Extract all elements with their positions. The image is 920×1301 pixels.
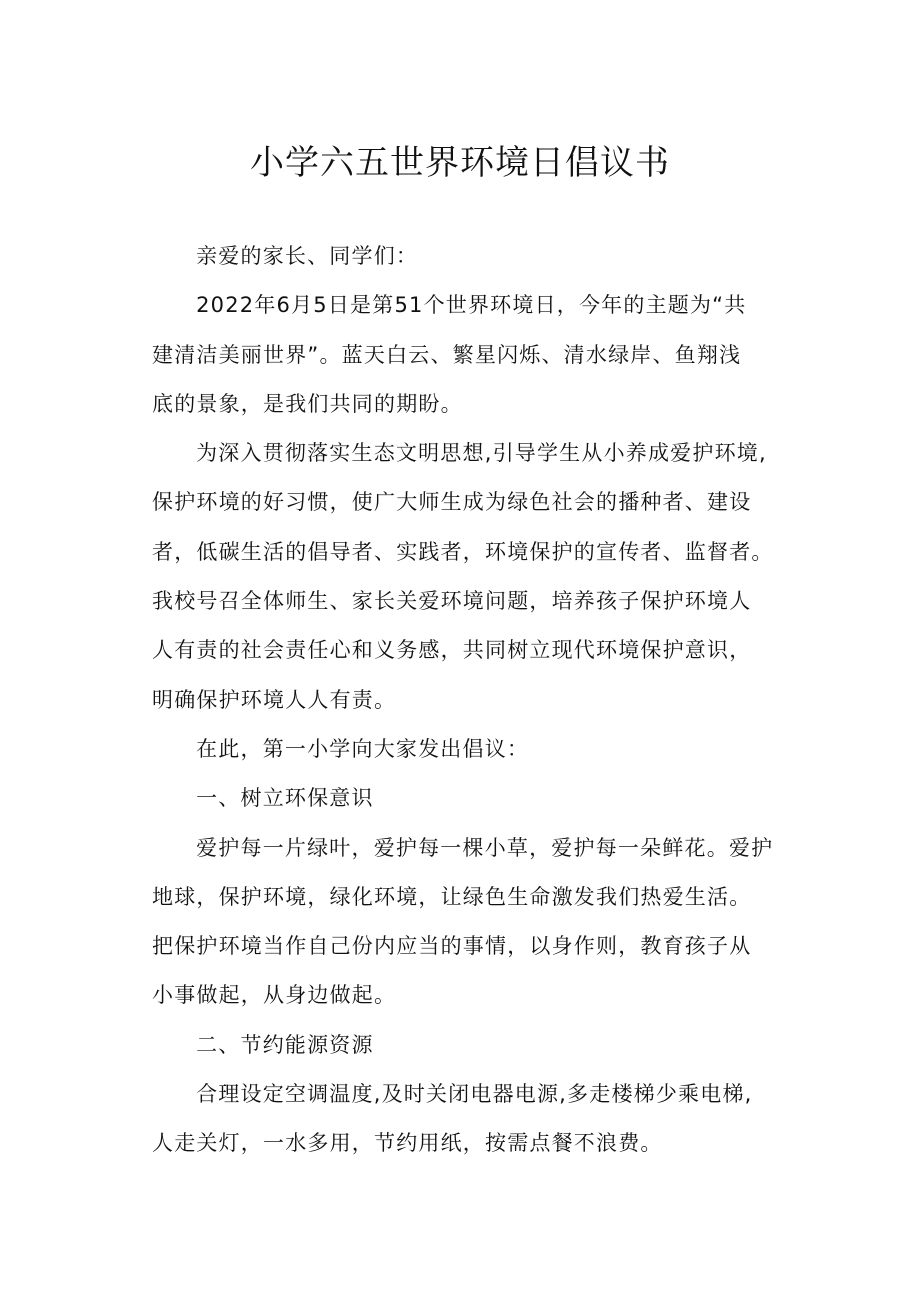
school-call-paragraph: 为深入贯彻落实生态文明思想,引导学生从小养成爱护环境, 保护环境的好习惯，使广大师生成为绿色社会的播种者、建设 者，低碳生活的倡导者、实践者，环境保护的宣传者、监督者。 我校号召全体师生、家长关爱环境问题，培养孩子保护环境人 人有责的社会责任心和义务感，共同树立现代环境保护意识， 明确保护环境人人有责。 bbox=[152, 441, 774, 712]
section-heading-2: 二、节约能源资源 bbox=[196, 1032, 374, 1057]
greeting-paragraph: 亲爱的家长、同学们： bbox=[196, 244, 419, 268]
section-1-paragraph: 爱护每一片绿叶，爱护每一棵小草，爱护每一朵鲜花。爱护 地球，保护环境，绿化环境，让绿色生命激发我们热爱生活。 把保护环境当作自己份内应当的事情，以身作则，教育孩子从 小事做起，从身边做起。 bbox=[152, 835, 774, 1008]
section-heading-1: 一、树立环保意识 bbox=[196, 786, 374, 811]
environment-day-paragraph: 2022年6月5日是第51个世界环境日，今年的主题为“共 建清洁美丽世界”。蓝天白云、繁星闪烁、清水绿岸、鱼翔浅 底的景象，是我们共同的期盼。 bbox=[152, 293, 747, 416]
section-2-paragraph: 合理设定空调温度,及时关闭电器电源,多走楼梯少乘电梯, 人走关灯，一水多用，节约用纸，按需点餐不浪费。 bbox=[152, 1082, 753, 1156]
document-body bbox=[152, 232, 790, 1169]
document-title: 小学六五世界环境日倡议书 bbox=[250, 143, 670, 183]
proposal-intro-paragraph: 在此，第一小学向大家发出倡议： bbox=[196, 736, 530, 761]
